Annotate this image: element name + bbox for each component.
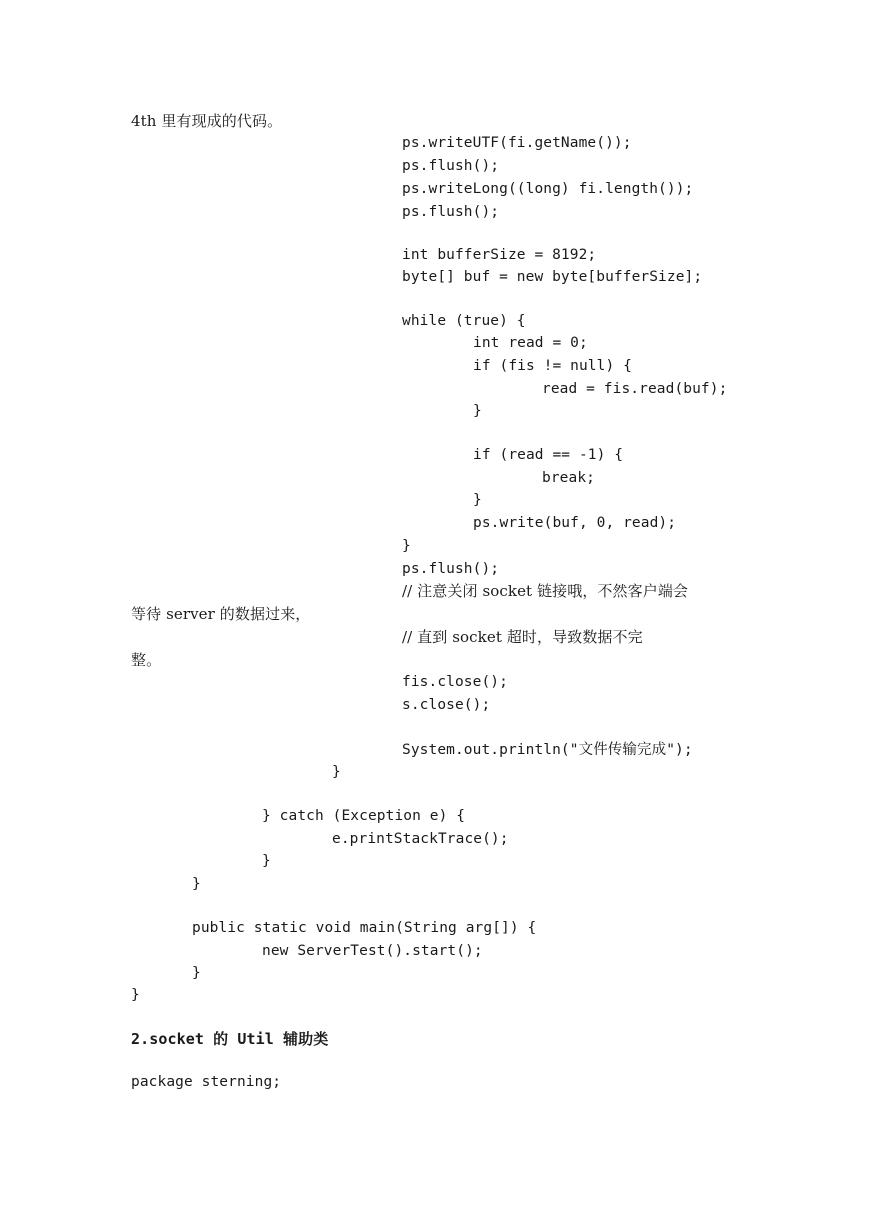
code-line: read = fis.read(buf); xyxy=(542,381,728,397)
code-comment: // 注意关闭 socket 链接哦，不然客户端会 xyxy=(402,582,689,600)
code-line: public static void main(String arg[]) { xyxy=(192,920,537,936)
code-line: ps.write(buf, 0, read); xyxy=(473,515,677,531)
section-heading: 2.socket 的 Util 辅助类 xyxy=(131,1030,329,1048)
code-comment: // 直到 socket 超时，导致数据不完 xyxy=(402,628,643,646)
code-line: s.close(); xyxy=(402,697,491,713)
code-line: if (fis != null) { xyxy=(473,358,632,374)
code-line: while (true) { xyxy=(402,313,526,329)
code-line: e.printStackTrace(); xyxy=(332,831,509,847)
code-line: ps.flush(); xyxy=(402,158,500,174)
code-line: ps.writeUTF(fi.getName()); xyxy=(402,135,632,151)
code-comment-continuation: 等待 server 的数据过来， xyxy=(131,605,311,623)
intro-text: 4th 里有现成的代码。 xyxy=(131,112,283,130)
code-line: fis.close(); xyxy=(402,674,508,690)
code-line: int read = 0; xyxy=(473,335,588,351)
code-line: } xyxy=(192,876,201,892)
code-line: } xyxy=(192,965,201,981)
code-line: } xyxy=(473,492,482,508)
code-line: } xyxy=(262,853,271,869)
code-line: } xyxy=(402,538,411,554)
code-line: } xyxy=(332,764,341,780)
code-line: } catch (Exception e) { xyxy=(262,808,466,824)
code-comment-continuation: 整。 xyxy=(131,651,162,669)
code-line: int bufferSize = 8192; xyxy=(402,247,597,263)
code-line: break; xyxy=(542,470,595,486)
code-line: System.out.println("文件传输完成"); xyxy=(402,742,693,758)
code-line: if (read == -1) { xyxy=(473,447,624,463)
code-line: ps.writeLong((long) fi.length()); xyxy=(402,181,694,197)
code-line: ps.flush(); xyxy=(402,204,500,220)
code-line: } xyxy=(131,987,140,1003)
code-line: } xyxy=(473,403,482,419)
code-line: byte[] buf = new byte[bufferSize]; xyxy=(402,269,703,285)
code-line: ps.flush(); xyxy=(402,561,500,577)
code-line: package sterning; xyxy=(131,1074,282,1090)
code-line: new ServerTest().start(); xyxy=(262,943,483,959)
